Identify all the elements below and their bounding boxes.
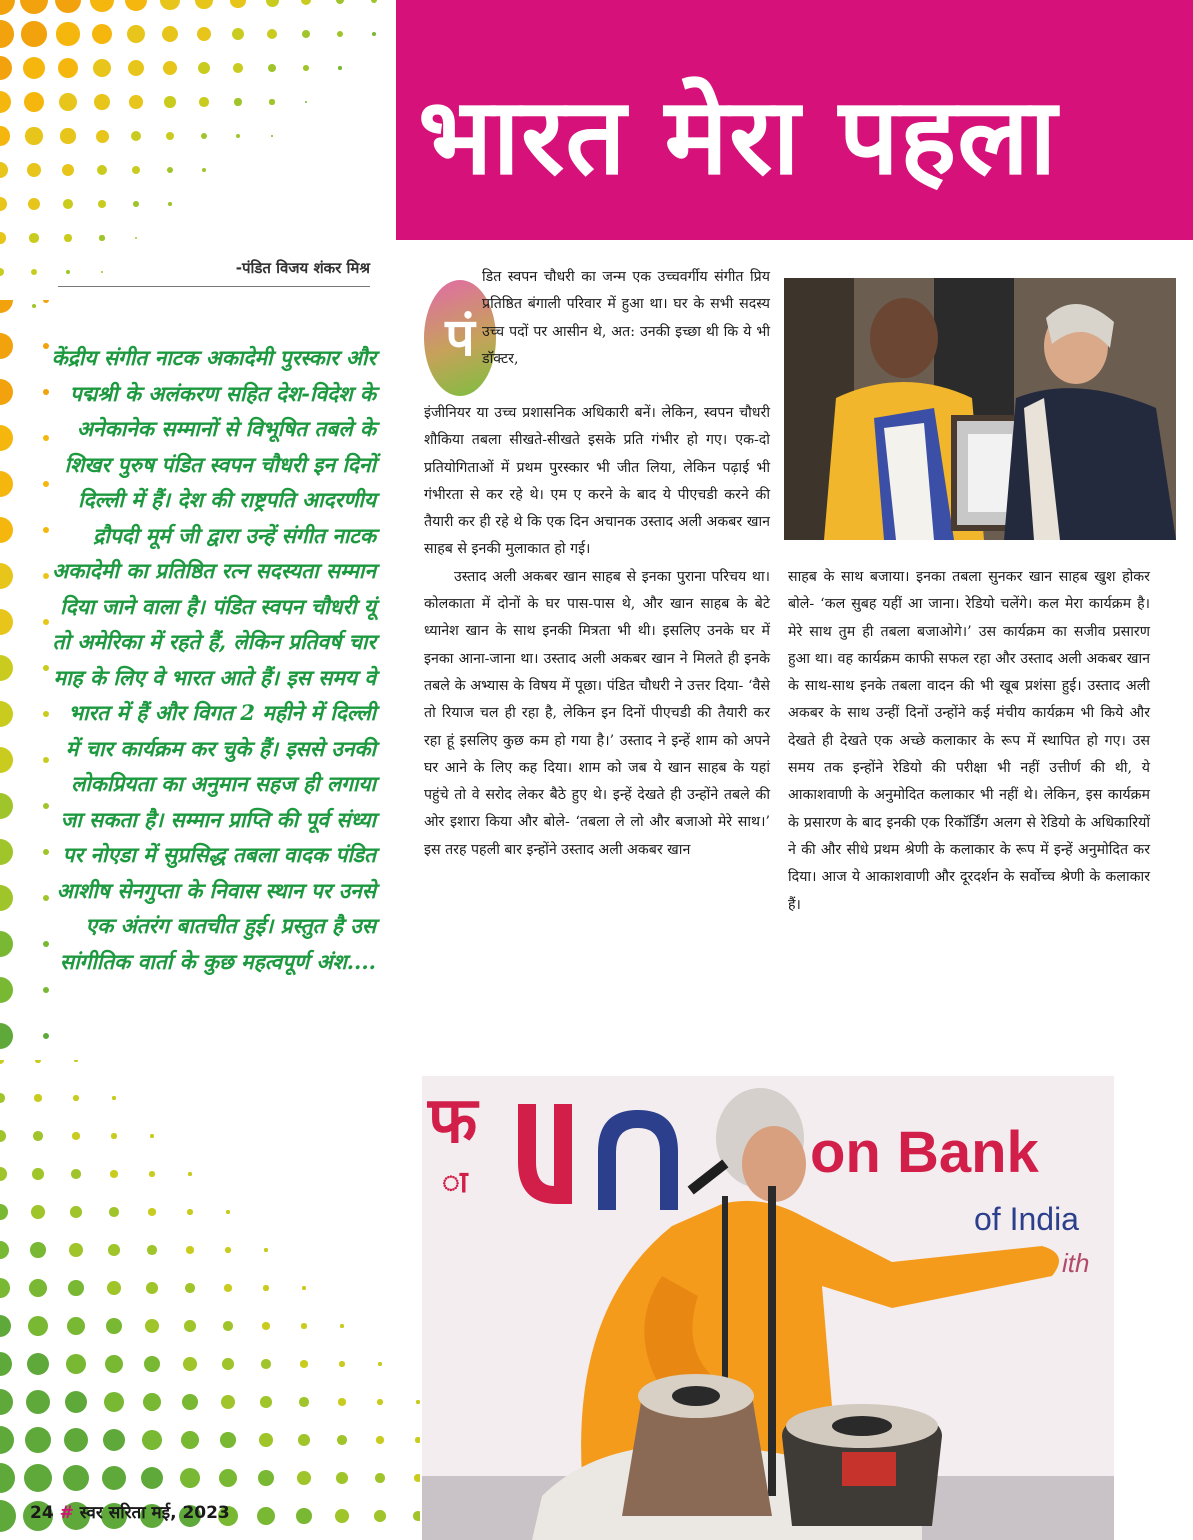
decor-dot bbox=[132, 166, 140, 174]
decor-dot bbox=[101, 271, 103, 273]
decor-dot bbox=[43, 987, 50, 994]
decor-dot bbox=[0, 977, 13, 1003]
decor-dot bbox=[150, 1134, 153, 1137]
decor-dot bbox=[163, 61, 177, 75]
column1-body bbox=[424, 400, 770, 864]
decor-dot bbox=[188, 1172, 191, 1175]
decor-dot bbox=[160, 0, 179, 10]
decor-dot bbox=[267, 29, 277, 39]
award-ceremony-photo bbox=[784, 278, 1176, 540]
decor-dot bbox=[375, 1473, 384, 1482]
decor-dot bbox=[43, 435, 50, 442]
decor-dot bbox=[0, 885, 13, 911]
page-footer bbox=[30, 1500, 390, 1523]
decor-dot bbox=[94, 94, 110, 110]
decor-dot bbox=[301, 1323, 306, 1328]
decor-dot bbox=[23, 57, 46, 80]
decor-dot bbox=[72, 1132, 79, 1139]
magazine-issue: स्वर सरिता मई, 2023 bbox=[79, 1503, 230, 1523]
decor-dot bbox=[63, 1465, 89, 1491]
decor-dot bbox=[236, 134, 241, 139]
decor-dot bbox=[131, 131, 142, 142]
decor-dot bbox=[337, 1435, 346, 1444]
decor-dot bbox=[97, 165, 107, 175]
decor-dot bbox=[43, 665, 50, 672]
decor-dot bbox=[142, 1430, 162, 1450]
decor-dot bbox=[0, 1389, 13, 1415]
decor-dot bbox=[371, 0, 378, 3]
decor-dot bbox=[266, 0, 279, 7]
decor-dot bbox=[298, 1434, 310, 1446]
decor-dot bbox=[55, 0, 81, 13]
decor-dot bbox=[0, 1167, 7, 1181]
decor-dot bbox=[0, 162, 8, 179]
decor-dot bbox=[0, 1060, 4, 1064]
column1-paragraph: उस्ताद अली अकबर खान साहब से इनका पुराना परिचय था। कोलकाता में दोनों के घर पास-पास थे, और खान साहब के बेटे ध्यानेश खान के साथ इनकी मित्रता भी थी। इसलिए उनके घर में इनका आना-जाना था। उस्ताद अली अकबर खान ने मिलते ही इनके तबले के अभ्यास के विषय में पूछा। पंडित चौधरी ने उत्तर दिया- ‘वैसे तो रियाज चल ही रहा है, लेकिन इन दिनों पीएचडी की तैयारी कर रहा हूं इसलिए कुछ कम हो गया है।’ उस्ताद ने इन्हें शाम को अपने घर आने के लिए कह दिया। शाम को जब ये खान साहब के यहां पहुंचे तो वे सरोद लेकर बैठे हुए थे। इन्हें देखते ही उन्होंने तबले की ओर इशारा किया और बोले- ‘तबला ले लो और बजाओ मेरे साथ।’ इस तरह पहली बार इन्होंने उस्ताद अली अकबर खान bbox=[424, 568, 770, 858]
decor-dot bbox=[21, 21, 46, 46]
decor-dot bbox=[263, 1285, 268, 1290]
decor-dot bbox=[0, 471, 13, 497]
decor-dot bbox=[43, 343, 50, 350]
decor-dot bbox=[109, 1207, 118, 1216]
decor-dot bbox=[187, 1209, 192, 1214]
decor-dot bbox=[25, 127, 42, 144]
decor-dot bbox=[0, 1093, 5, 1102]
decor-dot bbox=[141, 1467, 163, 1489]
decor-dot bbox=[43, 300, 50, 303]
decor-dot bbox=[0, 839, 13, 865]
decor-dot bbox=[43, 849, 50, 856]
decor-dot bbox=[74, 1060, 77, 1062]
decor-dot bbox=[0, 126, 10, 145]
decor-dot bbox=[337, 31, 343, 37]
decor-dot bbox=[414, 1474, 420, 1481]
decor-dot bbox=[60, 128, 75, 143]
decor-dot bbox=[92, 24, 113, 45]
decor-dot bbox=[336, 0, 345, 4]
decor-dot bbox=[66, 270, 71, 275]
decor-dot bbox=[224, 1284, 231, 1291]
decor-dot bbox=[0, 1315, 11, 1337]
decor-dot bbox=[416, 1400, 419, 1403]
decor-dot bbox=[167, 167, 173, 173]
decor-dot bbox=[162, 26, 179, 43]
decor-dot bbox=[340, 1324, 343, 1327]
decor-dot bbox=[268, 64, 276, 72]
decor-dot bbox=[149, 1171, 154, 1176]
decor-dot bbox=[221, 1395, 235, 1409]
decor-dot bbox=[0, 1500, 16, 1533]
decor-dot bbox=[232, 28, 244, 40]
decor-dots-bottom bbox=[0, 1060, 420, 1540]
decor-dot bbox=[166, 132, 175, 141]
decor-dot bbox=[0, 1130, 6, 1142]
decor-dot bbox=[377, 1399, 382, 1404]
decor-dot bbox=[30, 1242, 46, 1258]
decor-dot bbox=[198, 62, 210, 74]
decor-dot bbox=[413, 1511, 420, 1520]
decor-dot bbox=[64, 1428, 88, 1452]
decor-dot bbox=[264, 1248, 267, 1251]
decor-dot bbox=[127, 25, 146, 44]
decor-dot bbox=[202, 168, 206, 172]
decor-dot bbox=[181, 1431, 199, 1449]
decor-dot bbox=[99, 235, 104, 240]
decor-dot bbox=[31, 269, 38, 276]
decor-dot bbox=[0, 1352, 12, 1376]
decor-dot bbox=[186, 1246, 193, 1253]
decor-dot bbox=[201, 133, 208, 140]
decor-dot bbox=[234, 98, 241, 105]
decor-dot bbox=[0, 20, 14, 47]
decor-dot bbox=[105, 1355, 123, 1373]
decor-dot bbox=[73, 1095, 78, 1100]
decor-dot bbox=[43, 711, 50, 718]
decor-dot bbox=[301, 0, 312, 5]
decor-dot bbox=[107, 1281, 121, 1295]
decor-dot bbox=[133, 201, 139, 207]
decor-dot bbox=[376, 1436, 383, 1443]
decor-dot bbox=[43, 573, 50, 580]
decor-dot bbox=[185, 1283, 194, 1292]
decor-dot bbox=[0, 655, 13, 681]
decor-dot bbox=[0, 793, 13, 819]
decor-dot bbox=[112, 1096, 115, 1099]
decor-dot bbox=[29, 233, 38, 242]
decor-dot bbox=[125, 0, 147, 11]
decor-dot bbox=[299, 1397, 308, 1406]
decor-dot bbox=[35, 1060, 40, 1063]
banner-glyph: फ bbox=[428, 1084, 478, 1158]
decor-dot bbox=[168, 202, 171, 205]
decor-dot bbox=[378, 1362, 381, 1365]
decor-dot bbox=[259, 1433, 273, 1447]
decor-dot bbox=[0, 1426, 14, 1454]
decor-dot bbox=[0, 425, 13, 451]
decor-dot bbox=[103, 1429, 125, 1451]
decor-dot bbox=[26, 1390, 50, 1414]
decor-dot bbox=[258, 1470, 274, 1486]
dropcap-letter: पं bbox=[445, 308, 475, 368]
decor-dot bbox=[146, 1282, 158, 1294]
decor-dot bbox=[271, 135, 273, 137]
decor-dot bbox=[66, 1354, 86, 1374]
decor-dot bbox=[106, 1318, 122, 1334]
decor-dot bbox=[104, 1392, 124, 1412]
decor-dot bbox=[67, 1317, 85, 1335]
decor-dot bbox=[32, 1168, 44, 1180]
decor-dot bbox=[65, 1391, 87, 1413]
decor-dot bbox=[25, 1427, 51, 1453]
decor-dot bbox=[33, 1131, 42, 1140]
decor-dot bbox=[148, 1208, 155, 1215]
decor-dot bbox=[415, 1437, 420, 1442]
banner-glyph-2: ा bbox=[442, 1165, 468, 1200]
decor-dot bbox=[0, 1241, 9, 1259]
decor-dot bbox=[220, 1432, 236, 1448]
decor-dot bbox=[43, 389, 50, 396]
decor-dot bbox=[302, 30, 310, 38]
decor-dot bbox=[58, 58, 78, 78]
decor-dot bbox=[102, 1466, 126, 1490]
decor-dot bbox=[0, 379, 13, 405]
banner-bank-text: on Bank bbox=[810, 1120, 1039, 1185]
decor-dot bbox=[336, 1472, 348, 1484]
decor-dot bbox=[43, 803, 50, 810]
award-ceremony-illustration bbox=[784, 278, 1176, 540]
decor-dot bbox=[29, 1279, 47, 1297]
decor-dot bbox=[27, 163, 42, 178]
decor-dot bbox=[300, 1360, 307, 1367]
page-title: भारत मेरा पहला bbox=[418, 75, 1058, 198]
decor-dot bbox=[0, 56, 12, 81]
decor-dot bbox=[43, 527, 50, 534]
decor-dot bbox=[164, 96, 175, 107]
decor-dot bbox=[182, 1394, 198, 1410]
decor-dot bbox=[69, 1243, 83, 1257]
decor-dot bbox=[230, 0, 245, 8]
decor-dot bbox=[297, 1471, 311, 1485]
intro-text: केंद्रीय संगीत नाटक अकादेमी पुरस्कार और पद्मश्री के अलंकरण सहित देश-विदेश के अनेकानेक सम्मानों से विभूषित तबले के शिखर पुरुष पंडित स्वपन चौधरी इन दिनों दिल्ली में हैं। देश की राष्ट्रपति आदरणीय द्रौपदी मूर्म जी द्वारा उन्हें संगीत नाटक अकादेमी का प्रतिष्ठित रत्न सदस्यता सम्मान दिया जाने वाला है। पंडित स्वपन चौधरी यूं तो अमेरिका में रहते हैं, लेकिन प्रतिवर्ष चार माह के लिए वे भारत आते हैं। इस समय वे भारत में हैं और विगत 2 महीने में दिल्ली में चार कार्यक्रम कर चुके हैं। इससे उनकी लोकप्रियता का अनुमान सहज ही लगाया जा सकता है। सम्मान प्राप्ति की पूर्व संध्या पर नोएडा में सुप्रसिद्ध तबला वादक पंडित आशीष सेनगुप्ता के निवास स्थान पर उनसे एक अंतरंग बातचीत हुई। प्रस्तुत है उस सांगीतिक वार्ता के कुछ महत्वपूर्ण अंश.... bbox=[51, 345, 376, 974]
decor-dot bbox=[110, 1170, 117, 1177]
banner-sub-text: of India bbox=[974, 1201, 1079, 1237]
decor-dot bbox=[225, 1247, 230, 1252]
author-byline: -पंडित विजय शंकर मिश्र bbox=[235, 259, 370, 277]
decor-dot bbox=[43, 941, 50, 948]
page-number: 24 bbox=[30, 1503, 54, 1523]
decor-dot bbox=[111, 1133, 116, 1138]
column2-body bbox=[788, 564, 1150, 919]
decor-dot bbox=[261, 1359, 270, 1368]
decor-dot bbox=[129, 95, 143, 109]
decor-dot bbox=[43, 757, 50, 764]
author-rule bbox=[58, 286, 370, 287]
decor-dot bbox=[0, 197, 7, 211]
decor-dot bbox=[233, 63, 243, 73]
decor-dot bbox=[62, 164, 74, 176]
decor-dot bbox=[269, 99, 274, 104]
decor-dot bbox=[372, 32, 376, 36]
decor-dot bbox=[34, 1094, 41, 1101]
decor-dot bbox=[31, 1205, 45, 1219]
column2-paragraph: साहब के साथ बजाया। इनका तबला सुनकर खान साहब खुश होकर बोले- ‘कल सुबह यहीं आ जाना। रेडियो चलेंगे। कल मेरा कार्यक्रम है। मेरे साथ तुम ही तबला बजाओगे।’ उस कार्यक्रम का सजीव प्रसारण हुआ था। वह कार्यक्रम काफी सफल रहा और उस्ताद अली अकबर खान के साथ-साथ इनके तबला वादन की भी खूब प्रशंसा हुई। उस्ताद अली अकबर के साथ उन्हीं दिनों उन्होंने कई मंचीय कार्यक्रम भी किये और देखते ही देखते एक अच्छे कलाकार के रूप में स्थापित हो गए। उस समय तक इन्होंने रेडियो की परीक्षा भी नहीं उत्तीर्ण की थी, ये आकाशवाणी के अनुमोदित कलाकार भी नहीं थे। लेकिन, इस कार्यक्रम के प्रसारण के बाद इनकी एक रिकॉर्डिंग अलग से रेडियो के अधिकारियों ने की और सीधे प्रथम श्रेणी के कलाकार के रूप में इन्हें अनुमोदित कर दिया। आज ये आकाशवाणी और दूरदर्शन के सर्वोच्च श्रेणी के कलाकार हैं। bbox=[788, 569, 1150, 913]
decor-dot bbox=[144, 1356, 160, 1372]
decor-dot bbox=[56, 22, 79, 45]
decor-dot bbox=[71, 1169, 80, 1178]
decor-dot bbox=[0, 232, 6, 243]
decor-dot bbox=[226, 1210, 229, 1213]
decor-dot bbox=[43, 481, 50, 488]
decor-dot bbox=[0, 563, 13, 589]
decor-dot bbox=[0, 1023, 13, 1049]
decor-dot bbox=[0, 1204, 8, 1220]
decor-dot bbox=[303, 65, 309, 71]
decor-dot bbox=[147, 1245, 156, 1254]
decor-dot bbox=[43, 1033, 50, 1040]
decor-dot bbox=[0, 300, 13, 313]
decor-dot bbox=[70, 1206, 82, 1218]
footer-hash: # bbox=[59, 1503, 74, 1523]
decor-dot bbox=[98, 200, 106, 208]
decor-dot bbox=[27, 1353, 49, 1375]
decor-dot bbox=[63, 199, 73, 209]
decor-dot bbox=[183, 1357, 197, 1371]
decor-dot bbox=[24, 92, 44, 112]
decor-dot bbox=[338, 1398, 345, 1405]
decor-dot bbox=[0, 0, 15, 15]
decor-dot bbox=[93, 59, 111, 77]
decor-dot bbox=[197, 27, 212, 42]
decor-dot bbox=[199, 97, 208, 106]
decor-dot bbox=[0, 1463, 15, 1494]
decor-dot bbox=[28, 1316, 48, 1336]
decor-dot bbox=[223, 1321, 232, 1330]
decor-dot bbox=[0, 333, 13, 359]
decor-dot bbox=[219, 1469, 237, 1487]
decor-dot bbox=[222, 1358, 234, 1370]
decor-dot bbox=[195, 0, 212, 9]
decor-dot bbox=[0, 91, 11, 113]
decor-dot bbox=[43, 619, 50, 626]
decor-dot bbox=[302, 1286, 305, 1289]
column1-paragraph: इंजीनियर या उच्च प्रशासनिक अधिकारी बनें। लेकिन, स्वपन चौधरी शौकिया तबला सीखते-सीखते इसके प्रति गंभीर हो गए। एक-दो प्रतियोगिताओं में प्रथम पुरस्कार भी जीत लिया, लेकिन पढ़ाई भी गंभीरता से कर रहे थे। एम ए करने के बाद ये पीएचडी करने की तैयारी कर ही रहे थे कि एक दिन अचानक उस्ताद अली अकबर खान साहब से इनकी मुलाकात हो गई। bbox=[424, 405, 770, 558]
decor-dot bbox=[90, 0, 114, 12]
tabla-performance-illustration bbox=[422, 1076, 1114, 1540]
decor-dot bbox=[0, 701, 13, 727]
decor-dot bbox=[135, 237, 138, 240]
decor-dot bbox=[262, 1322, 269, 1329]
decor-dot bbox=[96, 130, 109, 143]
decor-dot bbox=[128, 60, 144, 76]
decor-dot bbox=[68, 1280, 84, 1296]
tabla-performance-photo bbox=[422, 1076, 1114, 1540]
banner-tag-text: ith bbox=[1062, 1248, 1090, 1278]
decor-dot bbox=[145, 1319, 159, 1333]
decor-dot bbox=[339, 1361, 344, 1366]
column1-lead: डित स्वपन चौधरी का जन्म एक उच्चवर्गीय संगीत प्रिय प्रतिष्ठित बंगाली परिवार में हुआ था। घर के सभी सदस्य उच्च पदों पर आसीन थे, अत: उनकी इच्छा थी कि ये भी डॉक्टर, bbox=[482, 269, 770, 367]
decor-dot bbox=[305, 101, 308, 104]
decor-dot bbox=[59, 93, 77, 111]
decor-dot bbox=[260, 1396, 272, 1408]
decor-dot bbox=[0, 1278, 10, 1298]
decor-dot bbox=[184, 1320, 196, 1332]
decor-dot bbox=[0, 268, 4, 277]
decor-dot bbox=[0, 609, 13, 635]
decor-dot bbox=[28, 198, 40, 210]
decor-dot bbox=[108, 1244, 120, 1256]
decor-dot bbox=[20, 0, 48, 14]
decor-dot bbox=[338, 66, 341, 69]
decor-dot bbox=[180, 1468, 200, 1488]
decor-dot bbox=[0, 517, 13, 543]
decor-dot bbox=[64, 234, 71, 241]
decor-dot bbox=[0, 931, 13, 957]
decor-dot bbox=[24, 1464, 52, 1492]
decor-dot bbox=[143, 1393, 161, 1411]
decor-dot bbox=[0, 747, 13, 773]
decor-dot bbox=[43, 895, 50, 902]
